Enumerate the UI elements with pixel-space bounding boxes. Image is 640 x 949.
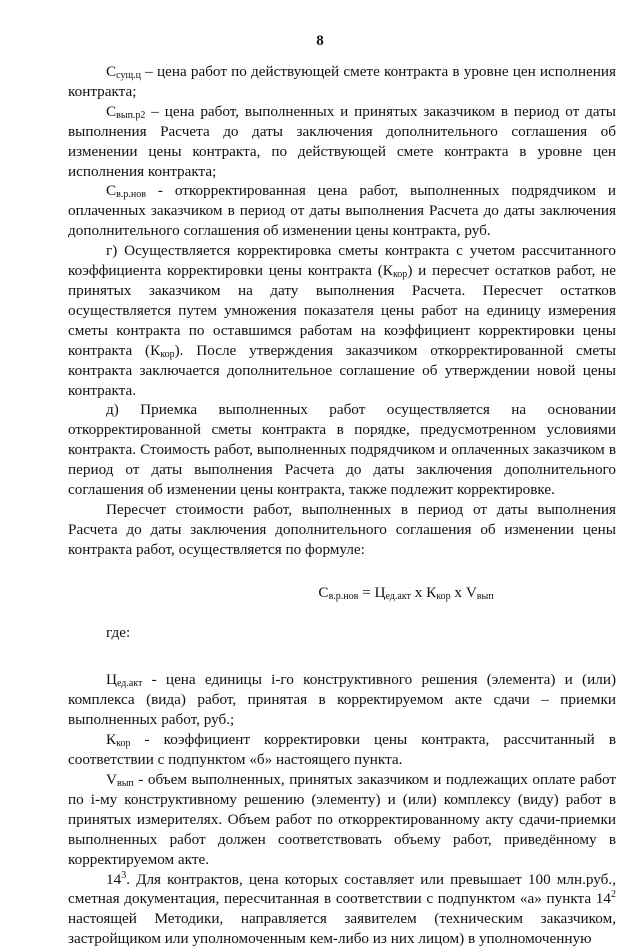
paragraph-g [68,241,616,400]
formula-subscript: вып [476,590,494,602]
symbol-subscript: ед.акт [116,678,143,690]
symbol-subscript: сущ.ц [116,70,141,81]
formula-multiply: х [450,583,466,601]
variable-k-kor [68,730,616,770]
subscript: кор [160,348,175,360]
variable-text: - коэффициент корректировки цены контракта, рассчитанный в соответствии с подпунктом «б» настоящего пункта. [68,731,616,769]
definition-text: - откорректированная цена работ, выполненных подрядчиком и оплаченных заказчиком в период от даты выполнения Расчета до даты заключения дополнительного соглашения об изменении цены контракта, руб. [68,182,616,240]
formula-lhs: С [318,583,329,601]
formula-subscript: ед.акт [385,590,411,602]
formula-term: Ц [374,583,386,601]
paragraph-text: ) и пересчет остатков работ, не принятых заказчиком на дату выполнения Расчета. Пересчет остатков осуществляется путем умножения показателя цены работ на единицу измерения сметы контракта по оставшимся работам на коэффициент корректировки цены контракта (К [68,262,616,359]
paragraph-14-3 [68,870,616,949]
formula-equals: = [358,583,375,601]
clause-number: 14 [106,870,122,888]
symbol: С [106,182,117,200]
definition-c-vrnov [68,181,616,241]
paragraph-recalc: Пересчет стоимости работ, выполненных в период от даты выполнения Расчета до даты заключения дополнительного соглашения об изменении цены контракта работ, осуществляется по формуле: [68,500,616,558]
definition-c-vyp-p2 [68,102,616,182]
symbol-subscript: в.р.нов [116,189,146,201]
clause-superscript: 3 [121,869,127,881]
formula-term: V [465,583,477,601]
symbol: С [106,63,117,80]
variable-text: - объем выполненных, принятых заказчиком и подлежащих оплате работ по i-му конструктивному решению (элементу) и (или) комплексу (виду) работ в принятых измерителях. Объем работ по откорректированному акту сдачи-приемки выполненных работ должен соответствовать объему работ, приведённому в корректируемом акте. [68,771,616,868]
variable-v-vyp [68,770,616,870]
symbol-subscript: вып [116,778,134,789]
formula-subscript: кор [436,590,451,602]
variable-c-ed [68,670,616,730]
formula [68,583,616,603]
formula-term: К [426,583,437,601]
paragraph-d: д) Приемка выполненных работ осуществляется на основании откорректированной сметы контракта в порядке, предусмотренном условиями контракта. Стоимость работ, выполненных подрядчиком и оплаченных заказчиком в период от даты выполнения Расчета до даты заключения дополнительного соглашения об изменении цены контракта, также подлежит корректировке. [68,401,616,499]
subscript: кор [392,269,408,281]
paragraph-text: . Для контрактов, цена которых составляет или превышает 100 млн.руб., сметная документация, пересчитанная в соответствии с подпунктом «а» пункта 14 [68,870,616,908]
paragraph-text: ). После утверждения заказчиком откорректированной сметы контракта заключается дополнительное соглашение об утверждении новой цены контракта. [68,341,616,399]
symbol-subscript: вып.р2 [116,109,146,121]
definition-text: – цена работ, выполненных и принятых заказчиком в период от даты выполнения Расчета до даты заключения дополнительного соглашения об изменении цены контракта, по действующей смете контракта в уровне цен исполнения контракта; [68,102,616,180]
reference-superscript: 2 [611,889,616,901]
page-number: 8 [316,33,324,49]
symbol: С [106,102,117,120]
definition-text: – цена работ по действующей смете контракта в уровне цен исполнения контракта; [68,63,616,100]
definition-c-sushch [68,62,616,102]
document-body [68,62,616,949]
spacer [68,642,616,670]
symbol: К [106,731,117,749]
symbol-subscript: кор [116,738,131,750]
paragraph-text: г) Осуществляется корректировка сметы контракта с учетом рассчитанного коэффициента корректировки цены контракта (К [68,242,616,280]
formula-multiply: х [410,583,427,601]
symbol: V [106,771,117,788]
paragraph-text: настоящей Методики, направляется заявителем (техническим заказчиком, застройщиком или уполномоченным кем-либо из них лицом) в уполномоченную [68,910,616,948]
formula-subscript: в.р.нов [328,590,359,602]
symbol: Ц [106,671,117,689]
variable-text: - цена единицы i-го конструктивного решения (элемента) и (или) комплекса (вида) работ, принятая в корректируемом акте сдачи – приемки выполненных работ, руб.; [68,671,616,729]
where-label: где: [106,623,131,641]
